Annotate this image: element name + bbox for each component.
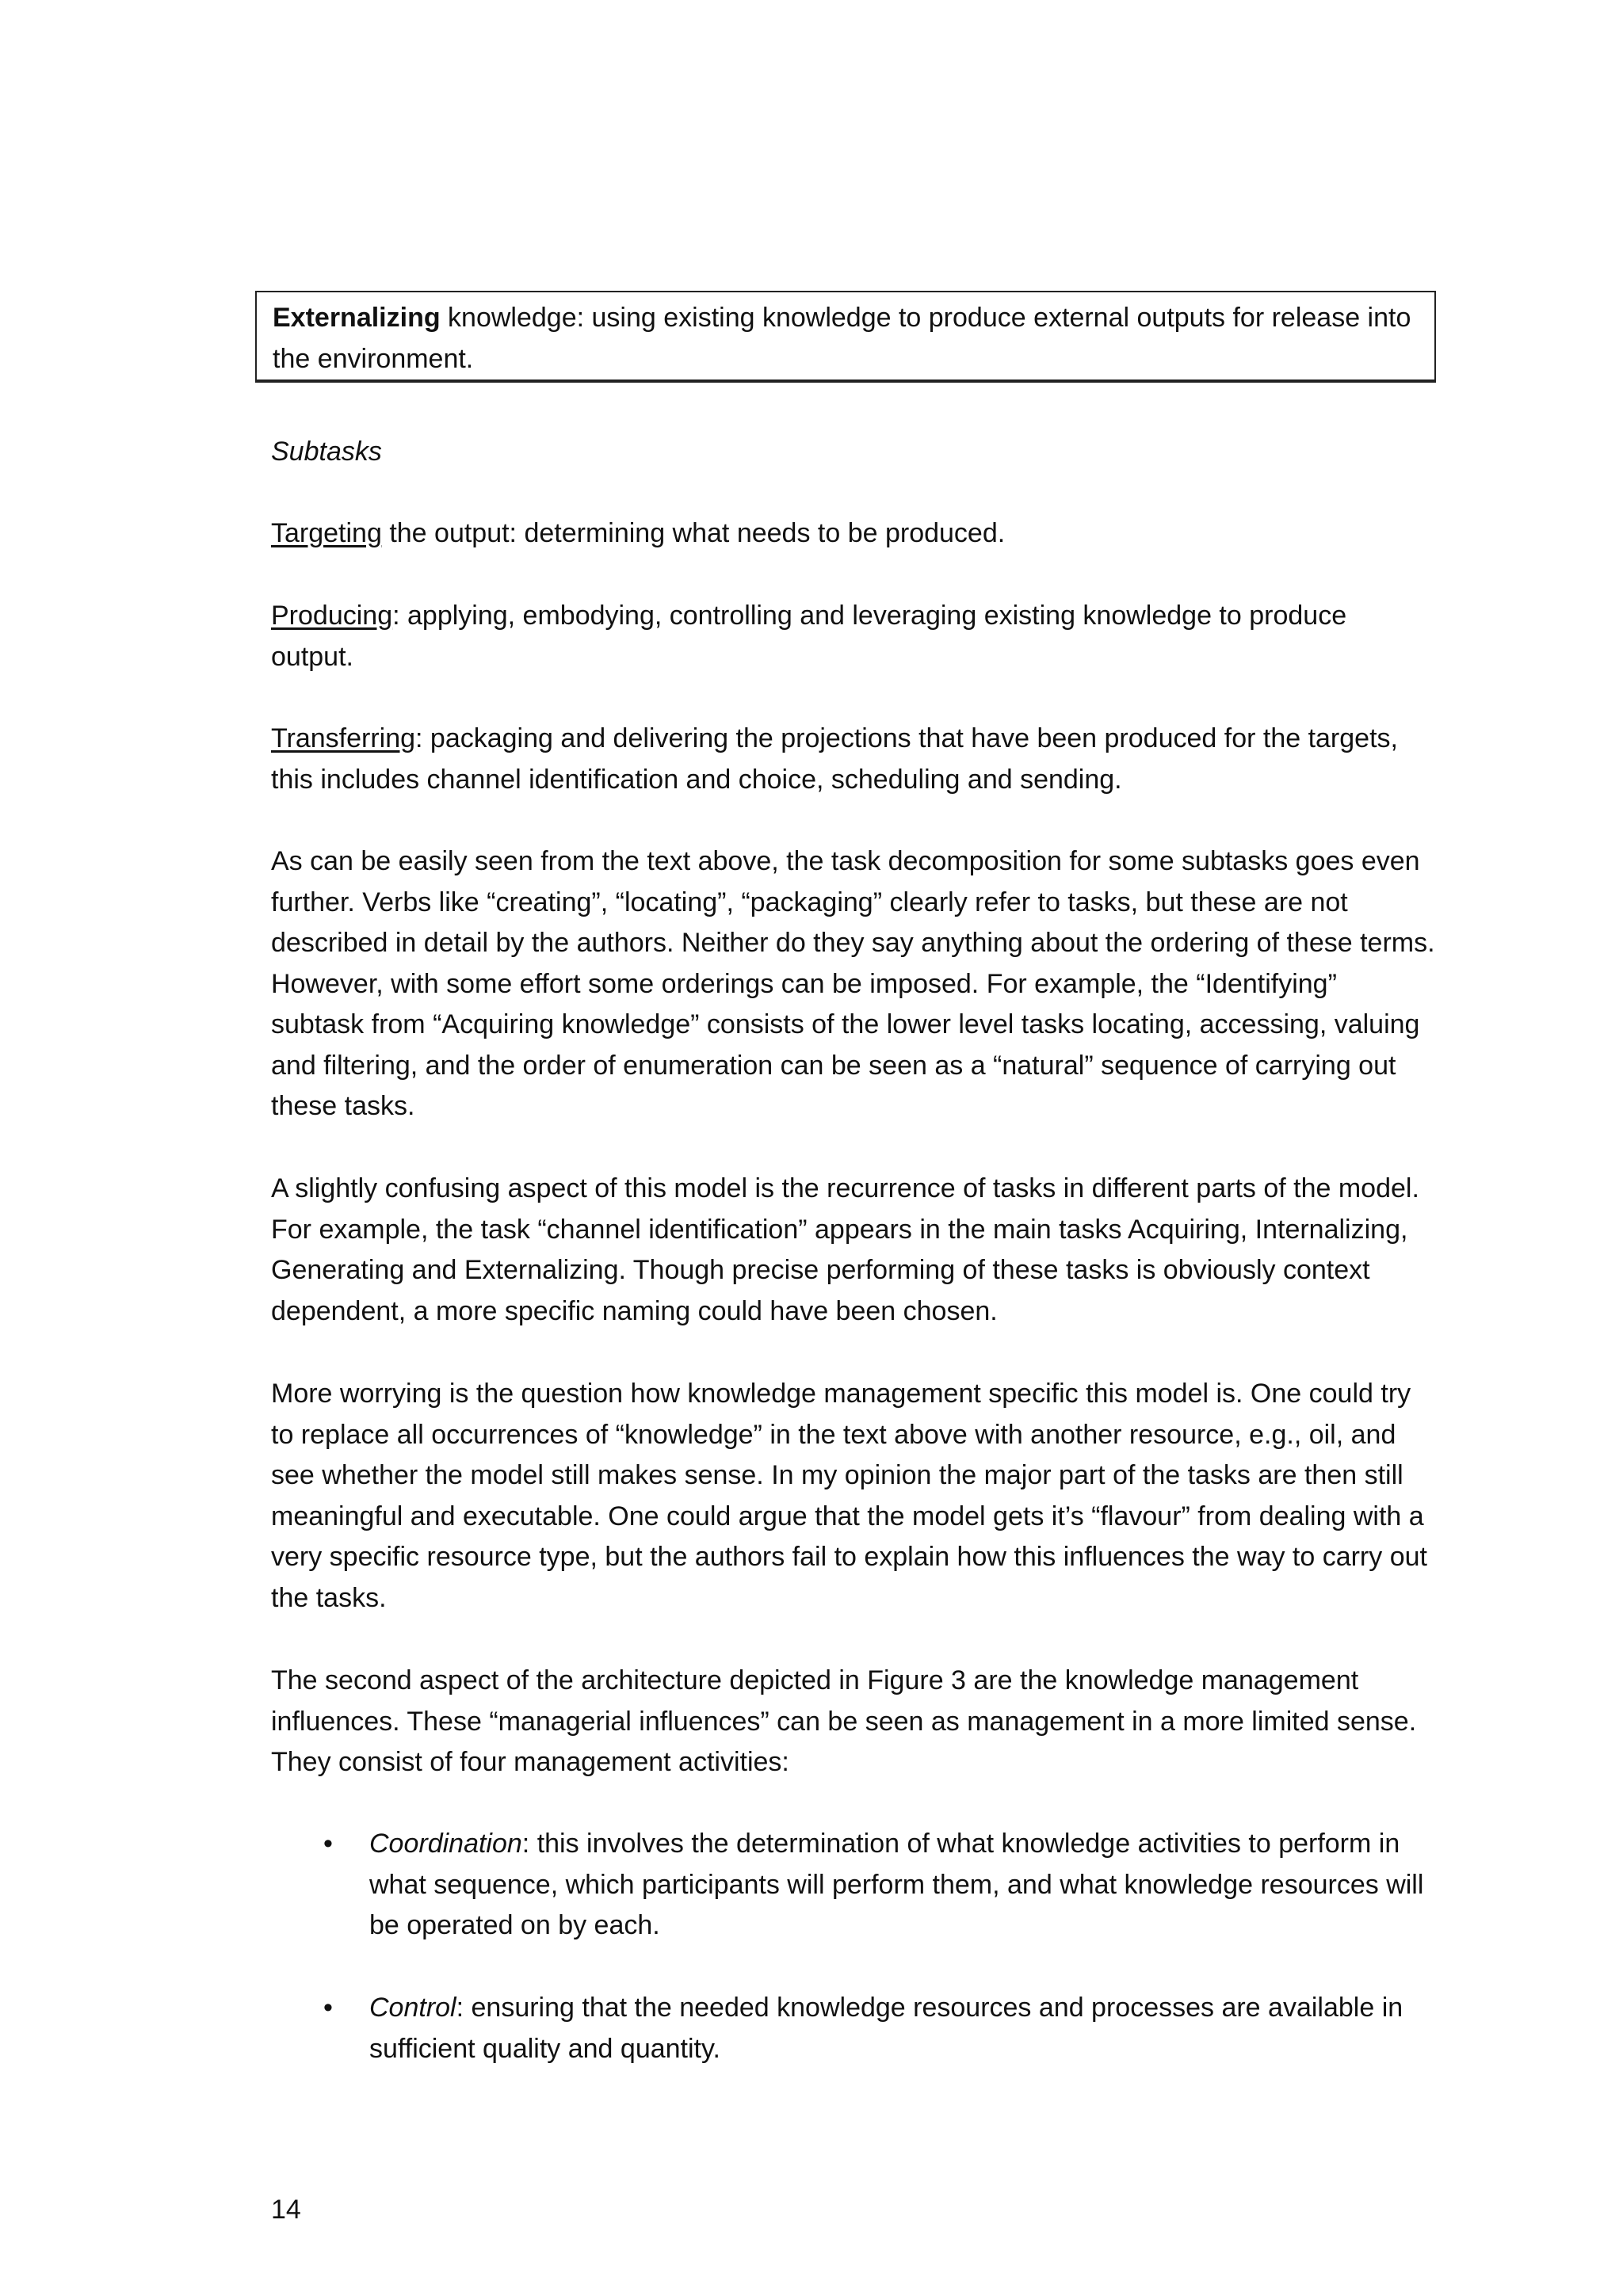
bullet-term: Control [369, 1993, 456, 2023]
bullet-body [369, 1988, 1436, 2069]
subtask-term: Producing [271, 601, 393, 631]
bullet-coordination [271, 1824, 1436, 1947]
bullet-text: : this involves the determination of what knowledge activities to perform in what sequence, which participants will perform them, and what knowledge resources will be operated on by each. [369, 1829, 1424, 1940]
bullet-symbol: • [323, 1829, 333, 1859]
page-number: 14 [271, 2195, 301, 2225]
subtask-text: : packaging and delivering the projections that have been produced for the targets, this includes channel identification and choice, scheduling and sending. [271, 723, 1398, 795]
subtask-targeting [271, 513, 1436, 555]
bullet-symbol: • [323, 1993, 333, 2023]
paragraph-km-specific: More worrying is the question how knowledge management specific this model is. One could try to replace all occurrences of “knowledge” in the text above with another resource, e.g., oil, and see whether the model still makes sense. In my opinion the major part of the tasks are then still meaningful and executable. One could argue that the model gets it’s “flavour” from dealing with a very specific resource type, but the authors fail to explain how this influences the way to carry out the tasks. [271, 1379, 1427, 1613]
bullet-control [271, 1988, 1436, 2070]
subtask-term: Targeting [271, 518, 382, 548]
subtasks-heading: Subtasks [271, 437, 382, 467]
bullet-body [369, 1824, 1436, 1947]
paragraph-task-decomposition: As can be easily seen from the text above, the task decomposition for some subtasks goes even further. Verbs like “creating”, “locating”, “packaging” clearly refer to tasks, but these are not described in detail by the authors. Neither do they say anything about the ordering of these terms. However, with some effort some orderings can be imposed. For example, the “Identifying” subtask from “Acquiring knowledge” consists of the lower level tasks locating, accessing, valuing and filtering, and the order of enumeration can be seen as a “natural” sequence of carrying out these tasks. [271, 846, 1435, 1121]
bullet-text: : ensuring that the needed knowledge resources and processes are available in sufficient quality and quantity. [369, 1993, 1403, 2064]
subtask-text: : applying, embodying, controlling and leveraging existing knowledge to produce output. [271, 601, 1347, 672]
subtask-transferring [271, 719, 1436, 800]
subtask-text: the output: determining what needs to be produced. [381, 518, 1006, 548]
definition-term: Externalizing [273, 303, 441, 333]
definition-text: knowledge: using existing knowledge to produce external outputs for release into the environment. [273, 303, 1411, 374]
subtask-term: Transferring [271, 723, 416, 753]
definition-box [255, 291, 1436, 383]
subtask-producing [271, 596, 1436, 677]
bullet-term: Coordination [369, 1829, 522, 1859]
paragraph-recurrence: A slightly confusing aspect of this model is the recurrence of tasks in different parts of the model. For example, the task “channel identification” appears in the main tasks Acquiring, Internalizing, Generating and Externalizing. Though precise performing of these tasks is obviously context dependent, a more specific naming could have been chosen. [271, 1173, 1419, 1326]
paragraph-managerial-influences: The second aspect of the architecture depicted in Figure 3 are the knowledge management influences. These “managerial influences” can be seen as management in a more limited sense. They consist of four management activities: [271, 1665, 1417, 1777]
